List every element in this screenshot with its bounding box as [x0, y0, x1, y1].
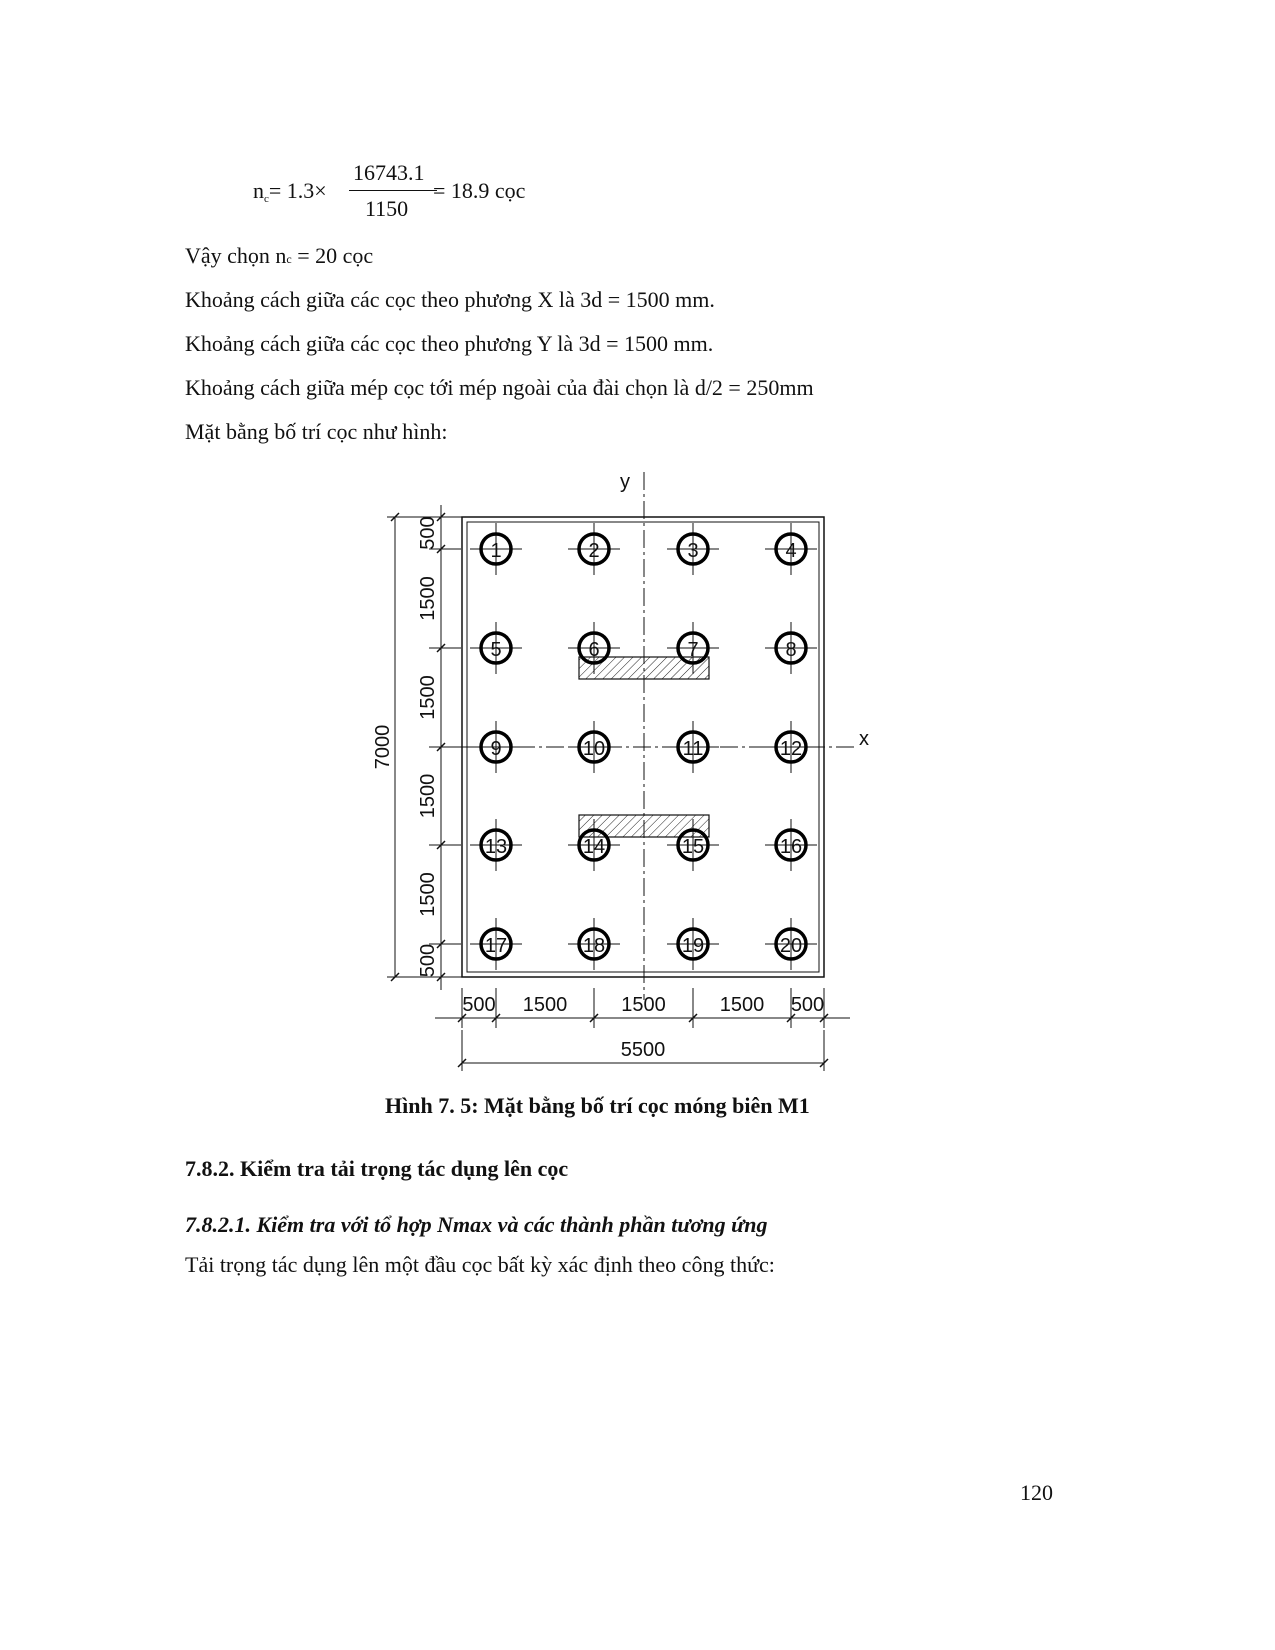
pile-19 [667, 918, 719, 970]
spacing-x-text: Khoảng cách giữa các cọc theo phương X là 3d = 1500 mm. [185, 287, 715, 312]
pile-number: 18 [582, 935, 606, 957]
formula-lhs: $n_c= 1.3\times$ [253, 178, 327, 205]
formula-result: = 18.9 cọc [433, 178, 526, 203]
total-height-label: 7000 [372, 724, 394, 770]
total-width-label: 5500 [620, 1039, 666, 1061]
figure-caption: Hình 7. 5: Mặt bằng bố trí cọc móng biên M1 [385, 1093, 810, 1118]
left-dim-label: 1500 [417, 872, 439, 917]
pile-number: 6 [588, 639, 600, 661]
pile-number: 3 [687, 540, 699, 562]
pile-1 [470, 523, 522, 575]
left-dim-label: 1500 [417, 576, 439, 621]
pile-18 [568, 918, 620, 970]
pile-number: 16 [779, 836, 803, 858]
pile-number: 11 [682, 738, 704, 760]
body-text-last: Tải trọng tác dụng lên một đầu cọc bất kỳ xác định theo công thức: [185, 1252, 775, 1277]
pile-number: 13 [484, 836, 508, 858]
page-number: 120 [1020, 1480, 1053, 1505]
pile-number: 10 [582, 738, 606, 760]
pile-number: 19 [681, 935, 705, 957]
subsection-heading: 7.8.2.1. Kiểm tra với tổ hợp Nmax và các thành phần tương ứng [185, 1212, 768, 1237]
bottom-dim-label: 1500 [621, 994, 666, 1016]
bottom-dim-label: 1500 [719, 994, 765, 1016]
pile-number: 14 [582, 836, 606, 858]
x-axis-label: x [859, 728, 869, 750]
pile-number: 7 [687, 639, 699, 661]
pile-5 [470, 622, 522, 674]
layout-intro-text: Mặt bằng bố trí cọc như hình: [185, 419, 448, 444]
pile-11 [667, 721, 719, 773]
bottom-dim-label: 500 [462, 994, 496, 1016]
pile-8 [765, 622, 817, 674]
pile-number: 9 [490, 738, 502, 760]
pile-number: 15 [681, 836, 705, 858]
spacing-y-text: Khoảng cách giữa các cọc theo phương Y là 3d = 1500 mm. [185, 331, 714, 356]
pile-3 [667, 523, 719, 575]
section-heading: 7.8.2. Kiểm tra tải trọng tác dụng lên cọc [185, 1156, 569, 1181]
pile-number: 2 [588, 540, 600, 562]
pile-20 [765, 918, 817, 970]
pile-2 [568, 523, 620, 575]
pile-12 [765, 721, 817, 773]
edge-distance-text: Khoảng cách giữa mép cọc tới mép ngoài của đài chọn là d/2 = 250mm [185, 375, 814, 400]
left-dim-label: 500 [417, 943, 439, 978]
pile-4 [765, 523, 817, 575]
left-dim-label: 1500 [417, 675, 439, 720]
pile-number: 5 [490, 639, 502, 661]
bottom-dim-label: 500 [790, 994, 825, 1016]
pile-number: 4 [785, 540, 797, 562]
pile-10 [568, 721, 620, 773]
formula-numerator: 16743.1 [353, 160, 425, 185]
pile-17 [470, 918, 522, 970]
left-dim-label: 500 [417, 516, 439, 550]
bottom-dim-label: 1500 [522, 994, 568, 1016]
pile-16 [765, 819, 817, 871]
pile-9 [470, 721, 522, 773]
pile-number: 17 [484, 935, 508, 957]
pile-number: 1 [490, 540, 502, 562]
chosen-pile-count: Vậy chọn nc = 20 cọc [185, 243, 374, 268]
pile-number: 12 [779, 738, 803, 760]
y-axis-label: y [620, 471, 630, 493]
formula-denominator: 1150 [365, 196, 409, 221]
pile-number: 20 [779, 935, 803, 957]
pile-number: 8 [785, 639, 797, 661]
left-dim-label: 1500 [417, 773, 439, 819]
pile-13 [470, 819, 522, 871]
dimension-lines [372, 505, 850, 1071]
